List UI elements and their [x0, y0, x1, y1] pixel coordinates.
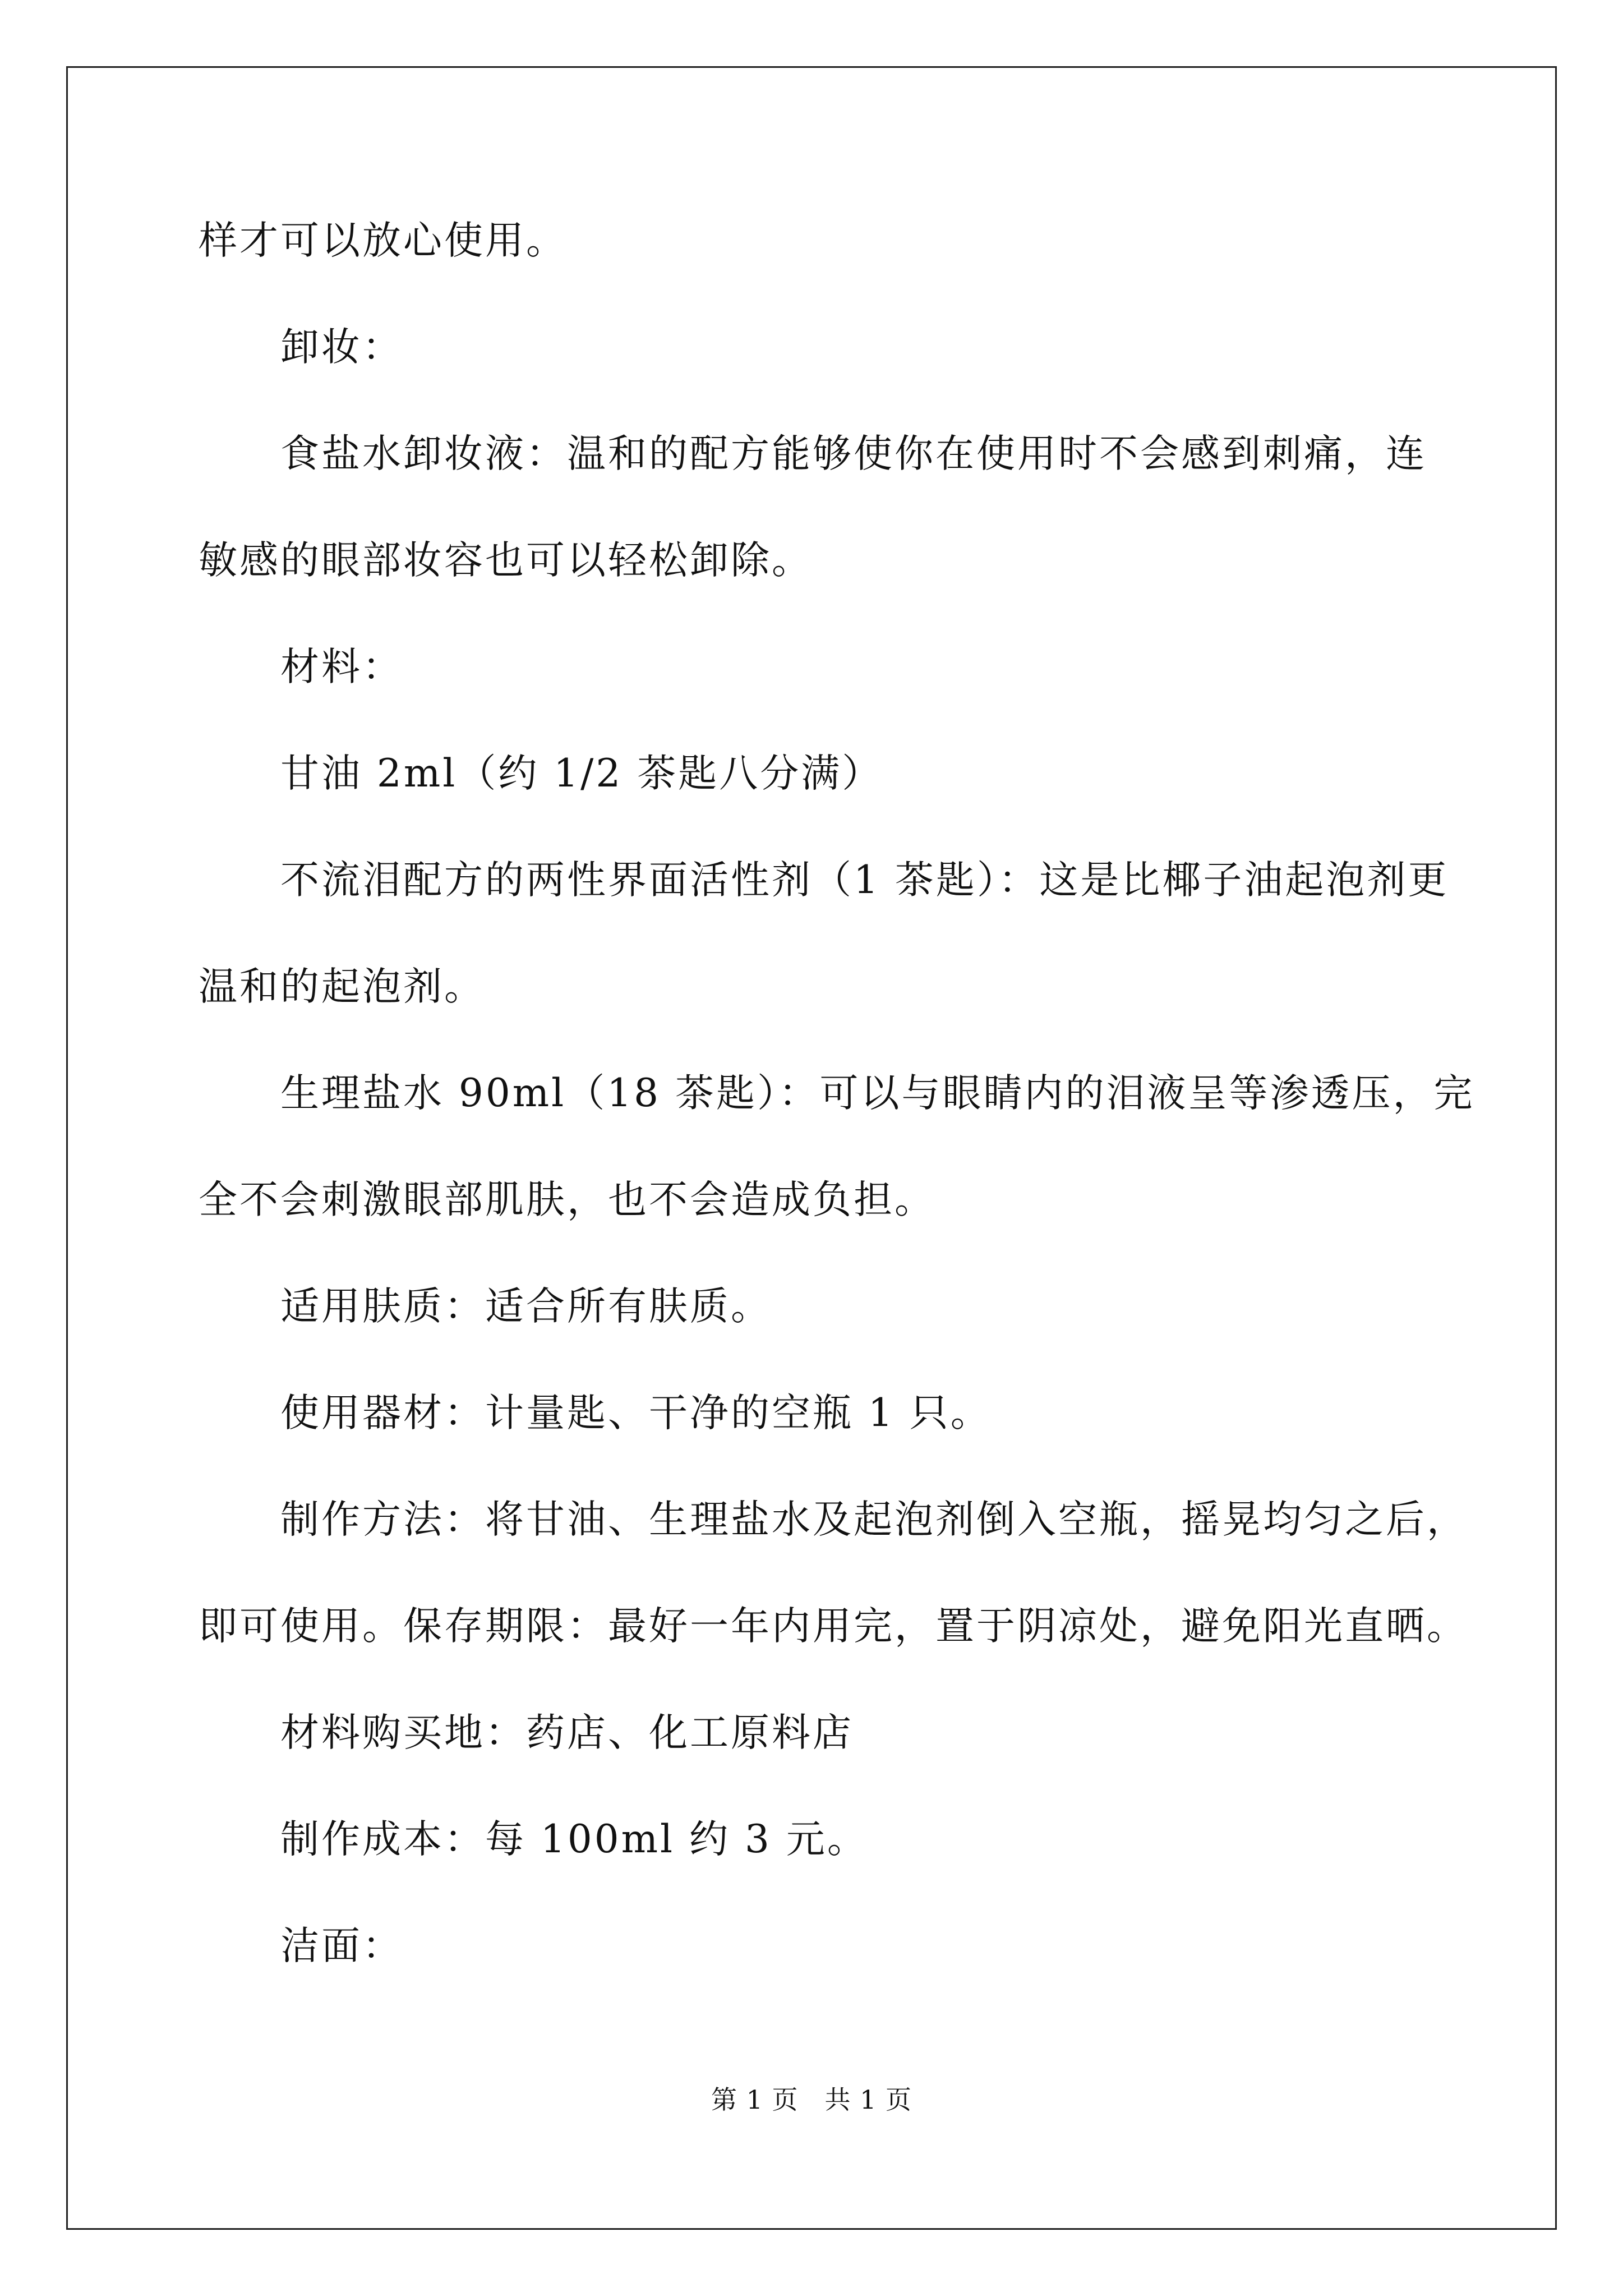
text-line: 材料购买地：药店、化工原料店 [280, 1710, 854, 1755]
text-line: 敏感的眼部妆容也可以轻松卸除。 [199, 538, 813, 583]
page-border [66, 66, 1557, 2230]
section-heading-cleansing: 洁面： [280, 1924, 403, 1968]
text-line: 制作成本：每 100ml 约 3 元。 [280, 1817, 868, 1862]
text-line: 全不会刺激眼部肌肤，也不会造成负担。 [199, 1177, 935, 1222]
text-line: 不流泪配方的两性界面活性剂（1 茶匙）：这是比椰子油起泡剂更 [280, 858, 1449, 903]
text-line: 食盐水卸妆液：温和的配方能够使你在使用时不会感到刺痛，连 [280, 431, 1427, 476]
text-line: 样才可以放心使用。 [199, 218, 567, 263]
page-footer: 第 1 页 共 1 页 [711, 2085, 912, 2115]
text-line: 温和的起泡剂。 [199, 964, 485, 1009]
text-line: 制作方法：将甘油、生理盐水及起泡剂倒入空瓶，摇晃均匀之后， [280, 1497, 1468, 1542]
section-heading-materials: 材料： [280, 645, 403, 689]
text-line: 使用器材：计量匙、干净的空瓶 1 只。 [280, 1391, 992, 1435]
section-heading-makeup-removal: 卸妆： [280, 325, 403, 370]
text-line: 即可使用。保存期限：最好一年内用完，置于阴凉处，避免阳光直晒。 [199, 1604, 1468, 1649]
text-line: 甘油 2ml（约 1/2 茶匙八分满） [280, 751, 883, 796]
text-line: 生理盐水 90ml（18 茶匙）：可以与眼睛内的泪液呈等渗透压，完 [280, 1071, 1475, 1116]
text-line: 适用肤质：适合所有肤质。 [280, 1284, 772, 1329]
